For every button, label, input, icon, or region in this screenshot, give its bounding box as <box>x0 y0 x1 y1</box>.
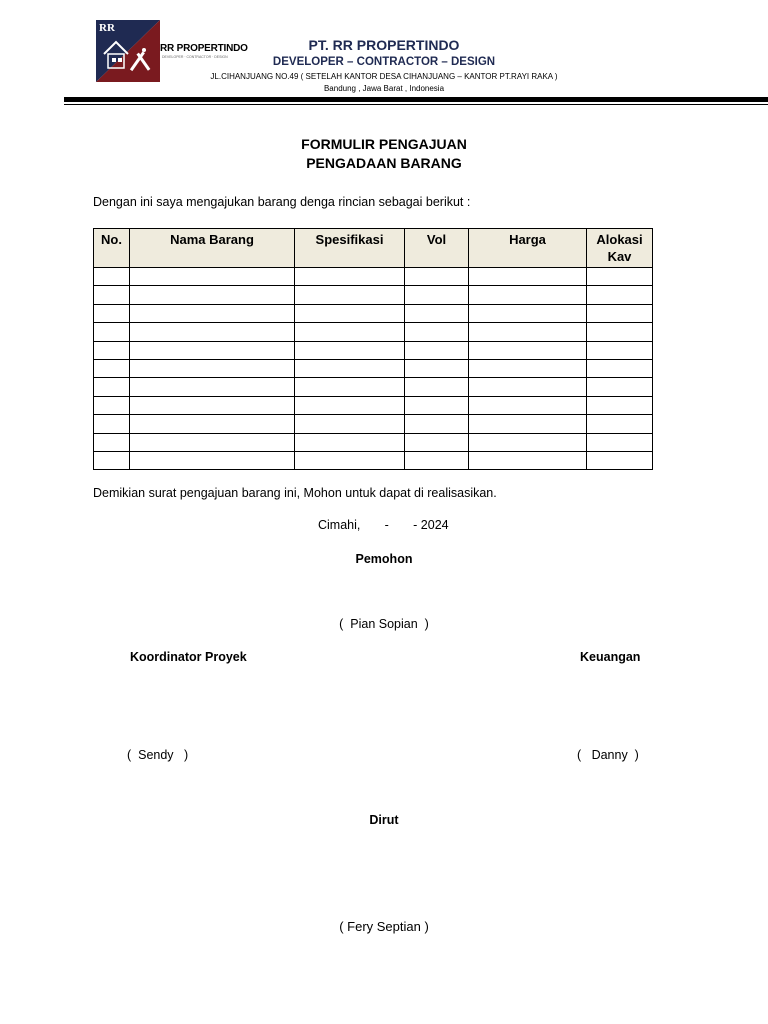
table-cell <box>130 286 295 304</box>
table-cell <box>94 341 130 359</box>
table-cell <box>405 268 469 286</box>
table-cell <box>295 341 405 359</box>
table-cell <box>130 433 295 451</box>
table-cell <box>469 433 587 451</box>
table-cell <box>94 323 130 341</box>
table-cell <box>587 378 653 396</box>
table-cell <box>587 304 653 322</box>
coordinator-label: Koordinator Proyek <box>130 650 247 664</box>
table-cell <box>405 341 469 359</box>
table-cell <box>295 451 405 469</box>
company-tagline: DEVELOPER – CONTRACTOR – DESIGN <box>272 56 496 68</box>
table-cell <box>405 359 469 377</box>
table-cell <box>469 415 587 433</box>
table-cell <box>295 359 405 377</box>
company-name: PT. RR PROPERTINDO <box>308 37 460 53</box>
table-cell <box>587 451 653 469</box>
table-cell <box>587 268 653 286</box>
table-cell <box>130 341 295 359</box>
table-cell <box>94 378 130 396</box>
items-table <box>93 228 653 470</box>
table-row <box>94 415 653 433</box>
table-cell <box>587 396 653 414</box>
table-cell <box>469 378 587 396</box>
header-no: No. <box>94 229 130 268</box>
logo-name: RR PROPERTINDO <box>160 43 248 54</box>
table-cell <box>94 396 130 414</box>
table-cell <box>587 433 653 451</box>
table-cell <box>405 451 469 469</box>
table-row <box>94 433 653 451</box>
table-cell <box>295 378 405 396</box>
closing-statement: Demikian surat pengajuan barang ini, Mohon untuk dapat di realisasikan. <box>93 486 497 500</box>
date-line: Cimahi, - - 2024 <box>318 518 449 532</box>
table-cell <box>94 286 130 304</box>
table-cell <box>130 451 295 469</box>
table-cell <box>405 304 469 322</box>
director-label: Dirut <box>369 813 399 827</box>
table-row <box>94 323 653 341</box>
header-price: Harga <box>469 229 587 268</box>
table-cell <box>587 341 653 359</box>
table-row <box>94 451 653 469</box>
logo-tagline: DEVELOPER · CONTRACTOR · DESIGN <box>162 55 228 59</box>
director-name: ( Fery Septian ) <box>339 919 429 934</box>
header-specification: Spesifikasi <box>295 229 405 268</box>
table-cell <box>295 304 405 322</box>
header-item-name: Nama Barang <box>130 229 295 268</box>
table-cell <box>469 451 587 469</box>
header-volume: Vol <box>405 229 469 268</box>
table-cell <box>405 323 469 341</box>
table-cell <box>130 323 295 341</box>
table-cell <box>295 323 405 341</box>
table-cell <box>94 304 130 322</box>
table-cell <box>469 341 587 359</box>
applicant-label: Pemohon <box>355 552 413 566</box>
finance-name: ( Danny ) <box>577 748 639 762</box>
table-row <box>94 396 653 414</box>
table-cell <box>94 359 130 377</box>
form-intro: Dengan ini saya mengajukan barang denga rincian sebagai berikut : <box>93 195 471 209</box>
table-cell <box>295 415 405 433</box>
form-title-line2: PENGADAAN BARANG <box>306 155 462 171</box>
table-cell <box>405 396 469 414</box>
company-address: JL.CIHANJUANG NO.49 ( SETELAH KANTOR DESA CIHANJUANG – KANTOR PT.RAYI RAKA ) <box>210 72 558 81</box>
table-cell <box>405 433 469 451</box>
company-city: Bandung , Jawa Barat , Indonesia <box>323 84 445 93</box>
header-allocation: Alokasi Kav <box>587 229 653 268</box>
table-row <box>94 268 653 286</box>
table-cell <box>94 451 130 469</box>
table-cell <box>469 304 587 322</box>
table-row <box>94 378 653 396</box>
table-cell <box>130 359 295 377</box>
table-cell <box>295 433 405 451</box>
table-cell <box>130 304 295 322</box>
table-row <box>94 359 653 377</box>
table-cell <box>295 396 405 414</box>
table-cell <box>469 359 587 377</box>
form-title-line1: FORMULIR PENGAJUAN <box>301 136 467 152</box>
letterhead-rule-thick <box>64 97 768 102</box>
table-cell <box>94 415 130 433</box>
table-cell <box>130 378 295 396</box>
table-cell <box>94 433 130 451</box>
letterhead-rule-thin <box>64 104 768 105</box>
table-cell <box>587 323 653 341</box>
table-cell <box>469 286 587 304</box>
table-cell <box>405 378 469 396</box>
table-row <box>94 341 653 359</box>
table-cell <box>469 268 587 286</box>
table-cell <box>587 359 653 377</box>
table-header-row <box>94 229 653 268</box>
coordinator-name: ( Sendy ) <box>127 748 189 762</box>
table-row <box>94 286 653 304</box>
table-cell <box>94 268 130 286</box>
logo-mark: RR <box>99 22 115 34</box>
table-cell <box>469 396 587 414</box>
table-cell <box>295 286 405 304</box>
table-cell <box>130 396 295 414</box>
table-cell <box>587 415 653 433</box>
table-cell <box>130 415 295 433</box>
table-cell <box>405 286 469 304</box>
table-row <box>94 304 653 322</box>
table-cell <box>130 268 295 286</box>
table-cell <box>405 415 469 433</box>
table-cell <box>587 286 653 304</box>
table-cell <box>469 323 587 341</box>
finance-label: Keuangan <box>580 650 641 664</box>
table-cell <box>295 268 405 286</box>
applicant-name: ( Pian Sopian ) <box>339 617 429 631</box>
